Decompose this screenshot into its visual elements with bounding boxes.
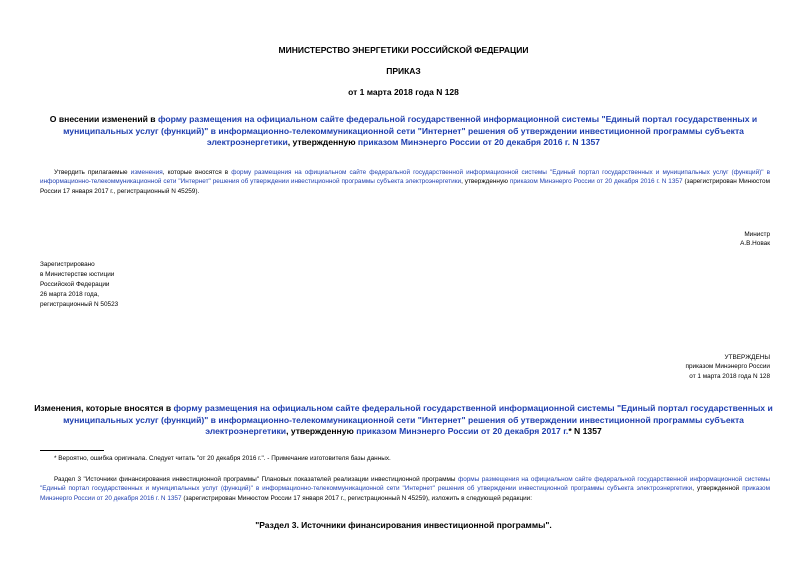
approved-line: приказом Минэнерго России (685, 363, 770, 371)
section-heading: "Раздел 3. Источники финансирования инвестиционной программы". (255, 520, 552, 530)
title-middle: , утвержденную (287, 137, 358, 147)
approve-text-1: Утвердить прилагаемые (54, 169, 131, 176)
order-1357-link[interactable]: приказом Минэнерго России от 20 декабря 2016 г. N 1357 (509, 178, 683, 186)
section-text-3: (зарегистрирован Минюстом России 17 января 2017 г., регистрационный N 45259), изложить в следующей редакции: (181, 494, 533, 502)
document-type: ПРИКАЗ (386, 66, 421, 76)
registration-line: Российской Федерации (40, 281, 110, 288)
footnote-divider (40, 450, 104, 451)
changes-title (30, 403, 777, 438)
title-order-link[interactable]: приказом Минэнерго России от 20 декабря 2016 г. N 1357 (357, 137, 601, 147)
approved-line: от 1 марта 2018 года N 128 (689, 372, 770, 380)
approved-block (686, 353, 771, 381)
approved-line: УТВЕРЖДЕНЫ (724, 354, 770, 361)
section-text-1: Раздел 3 "Источники финансирования инвестиционной программы" Плановых показателей реализации инвестиционной программы (54, 476, 458, 483)
approve-text-3: , утвержденную (461, 178, 510, 186)
section-form-link[interactable]: формы размещения на официальном сайте федеральной государственной информационной системы "Единый портал государственных и муниципальных услуг (функций)" в информационно-телекоммуникационной сети "Интернет" решения об утверждении инвестиционной программы субъекта электроэнергетики (40, 476, 770, 493)
signature-name: А.В.Новак (740, 240, 770, 248)
signature-block (740, 230, 770, 249)
footnote: * Вероятно, ошибка оригинала. Следует читать "от 20 декабря 2016 г.". - Примечание изготовителя базы данных. (54, 455, 391, 462)
registration-line: 26 марта 2018 года, (40, 291, 100, 298)
changes-title-middle: , утвержденную (286, 426, 357, 436)
title-prefix: О внесении изменений в (49, 114, 158, 124)
registration-block (40, 260, 118, 310)
ministry-heading: МИНИСТЕРСТВО ЭНЕРГЕТИКИ РОССИЙСКОЙ ФЕДЕРАЦИИ (278, 45, 529, 55)
signature-position: Министр (744, 231, 770, 238)
section-order-link[interactable]: приказом Минэнерго России от 20 декабря 2016 г. N 1357 (40, 485, 770, 502)
registration-line: Зарегистрировано (40, 261, 95, 268)
registration-line: в Министерстве юстиции (40, 271, 115, 278)
changes-title-suffix: * N 1357 (568, 426, 602, 436)
approve-text-4: (зарегистрирован Минюстом России 17 января 2017 г., регистрационный N 45259). (40, 178, 770, 195)
section-text-2: , утвержденной (692, 485, 743, 493)
changes-order-link[interactable]: приказом Минэнерго России от 20 декабря 2017 г. (356, 426, 569, 436)
title-form-link[interactable]: форму размещения на официальном сайте федеральной государственной информационной системы "Единый портал государственных и муниципальных услуг (функций)" в информационно-телекоммуникационной сети "Интернет" решения об утверждении инвестиционной программы субъекта электроэнергетики (63, 114, 758, 147)
changes-title-prefix: Изменения, которые вносятся в (34, 403, 174, 413)
registration-line: регистрационный N 50523 (40, 301, 119, 308)
approve-paragraph (40, 168, 770, 196)
order-date-number: от 1 марта 2018 года N 128 (348, 87, 459, 97)
document-title (30, 114, 777, 149)
changes-link[interactable]: изменения (130, 169, 163, 176)
approve-text-2: , которые вносятся в (162, 169, 232, 176)
section-paragraph (40, 475, 770, 503)
changes-form-link[interactable]: форму размещения на официальном сайте федеральной государственной информационной системы "Единый портал государственных и муниципальных услуг (функций)" в информационно-телекоммуникационной сети "Интернет" решения об утверждении инвестиционной программы субъекта электроэнергетики (63, 403, 773, 436)
form-link[interactable]: форму размещения на официальном сайте федеральной государственной информационной системы "Единый портал государственных и муниципальных услуг (функций)" в информационно-телекоммуникационной сети "Интернет" решения об утверждении инвестиционной программы субъекта электроэнергетики (40, 169, 770, 186)
